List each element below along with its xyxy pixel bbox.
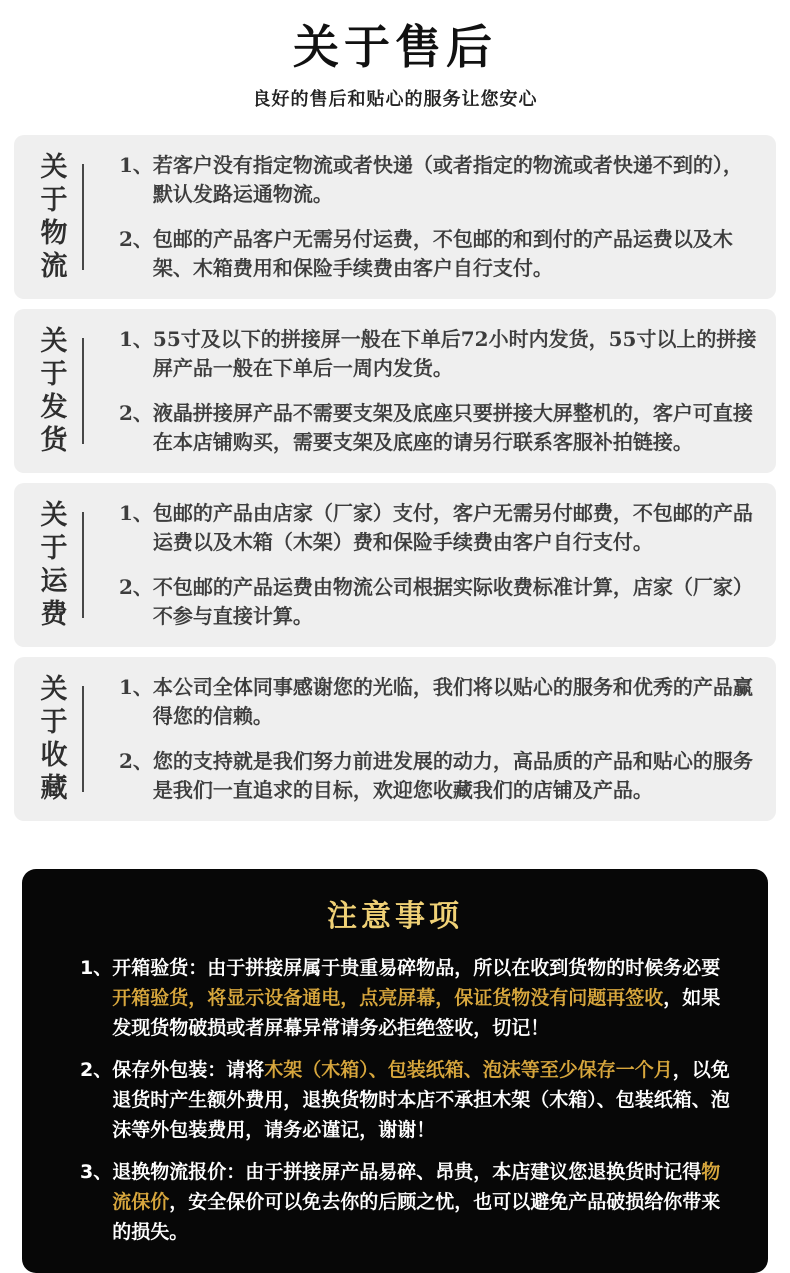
section-items [119, 673, 762, 805]
notice-items [58, 953, 732, 1247]
section-items [119, 151, 762, 283]
section-divider [82, 338, 84, 444]
section-label: 关于收藏 [40, 674, 68, 805]
section-divider [82, 512, 84, 618]
item-text: 开箱验货：由于拼接屏属于贵重易碎物品，所以在收到货物的时候务必要开箱验货，将显示设备通电，点亮屏幕，保证货物没有问题再签收，如果发现货物破损或者屏幕异常请务必拒绝签收，切记！ [112, 957, 721, 1040]
list-item [119, 673, 762, 731]
section-favorite [14, 657, 776, 821]
notice-item [80, 1157, 732, 1247]
item-number: 2、 [80, 1059, 113, 1082]
page-subtitle: 良好的售后和贴心的服务让您安心 [252, 89, 538, 111]
notice-title: 注意事项 [327, 899, 463, 935]
item-number: 1、 [119, 501, 153, 526]
list-item [119, 151, 762, 209]
list-item [119, 573, 762, 631]
item-number: 2、 [119, 575, 153, 600]
item-text: 退换物流报价：由于拼接屏产品易碎、昂贵，本店建议您退换货时记得物流保价，安全保价可以免去你的后顾之忧，也可以避免产品破损给你带来的损失。 [112, 1161, 721, 1244]
item-number: 3、 [80, 1161, 113, 1184]
list-item [119, 325, 762, 383]
notice-panel [22, 869, 768, 1273]
section-divider [82, 686, 84, 792]
section-shipping [14, 309, 776, 473]
list-item [119, 499, 762, 557]
item-number: 1、 [119, 327, 153, 352]
item-text: 不包邮的产品运费由物流公司根据实际收费标准计算，店家（厂家）不参与直接计算。 [152, 575, 753, 629]
page-header [0, 20, 790, 111]
item-text: 本公司全体同事感谢您的光临，我们将以贴心的服务和优秀的产品赢得您的信赖。 [152, 675, 753, 729]
page-title: 关于售后 [293, 20, 497, 74]
item-text: 55寸及以下的拼接屏一般在下单后72小时内发货，55寸以上的拼接屏产品一般在下单后一周内发货。 [152, 327, 757, 381]
item-text: 包邮的产品客户无需另付运费，不包邮的和到付的产品运费以及木架、木箱费用和保险手续费由客户自行支付。 [152, 227, 733, 281]
item-text: 您的支持就是我们努力前进发展的动力，高品质的产品和贴心的服务是我们一直追求的目标，欢迎您收藏我们的店铺及产品。 [152, 749, 753, 803]
section-label: 关于发货 [40, 326, 68, 457]
section-label: 关于运费 [40, 500, 68, 631]
notice-item [80, 953, 732, 1043]
section-divider [82, 164, 84, 270]
item-number: 2、 [119, 401, 153, 426]
section-logistics [14, 135, 776, 299]
section-items [119, 499, 762, 631]
info-sections [0, 135, 790, 821]
section-freight [14, 483, 776, 647]
section-label: 关于物流 [40, 152, 68, 283]
item-text: 保存外包装：请将木架（木箱）、包装纸箱、泡沫等至少保存一个月，以免退货时产生额外费用，退换货物时本店不承担木架（木箱）、包装纸箱、泡沫等外包装费用，请务必谨记，谢谢！ [112, 1059, 730, 1142]
item-number: 1、 [119, 675, 153, 700]
item-text: 包邮的产品由店家（厂家）支付，客户无需另付邮费，不包邮的产品运费以及木箱（木架）费和保险手续费由客户自行支付。 [152, 501, 753, 555]
section-items [119, 325, 762, 457]
item-number: 1、 [119, 153, 153, 178]
list-item [119, 225, 762, 283]
item-number: 2、 [119, 749, 153, 774]
item-text: 若客户没有指定物流或者快递（或者指定的物流或者快递不到的），默认发路运通物流。 [152, 153, 743, 207]
list-item [119, 399, 762, 457]
item-text: 液晶拼接屏产品不需要支架及底座只要拼接大屏整机的，客户可直接在本店铺购买，需要支架及底座的请另行联系客服补拍链接。 [152, 401, 753, 455]
item-number: 1、 [80, 957, 113, 980]
notice-item [80, 1055, 732, 1145]
list-item [119, 747, 762, 805]
item-number: 2、 [119, 227, 153, 252]
